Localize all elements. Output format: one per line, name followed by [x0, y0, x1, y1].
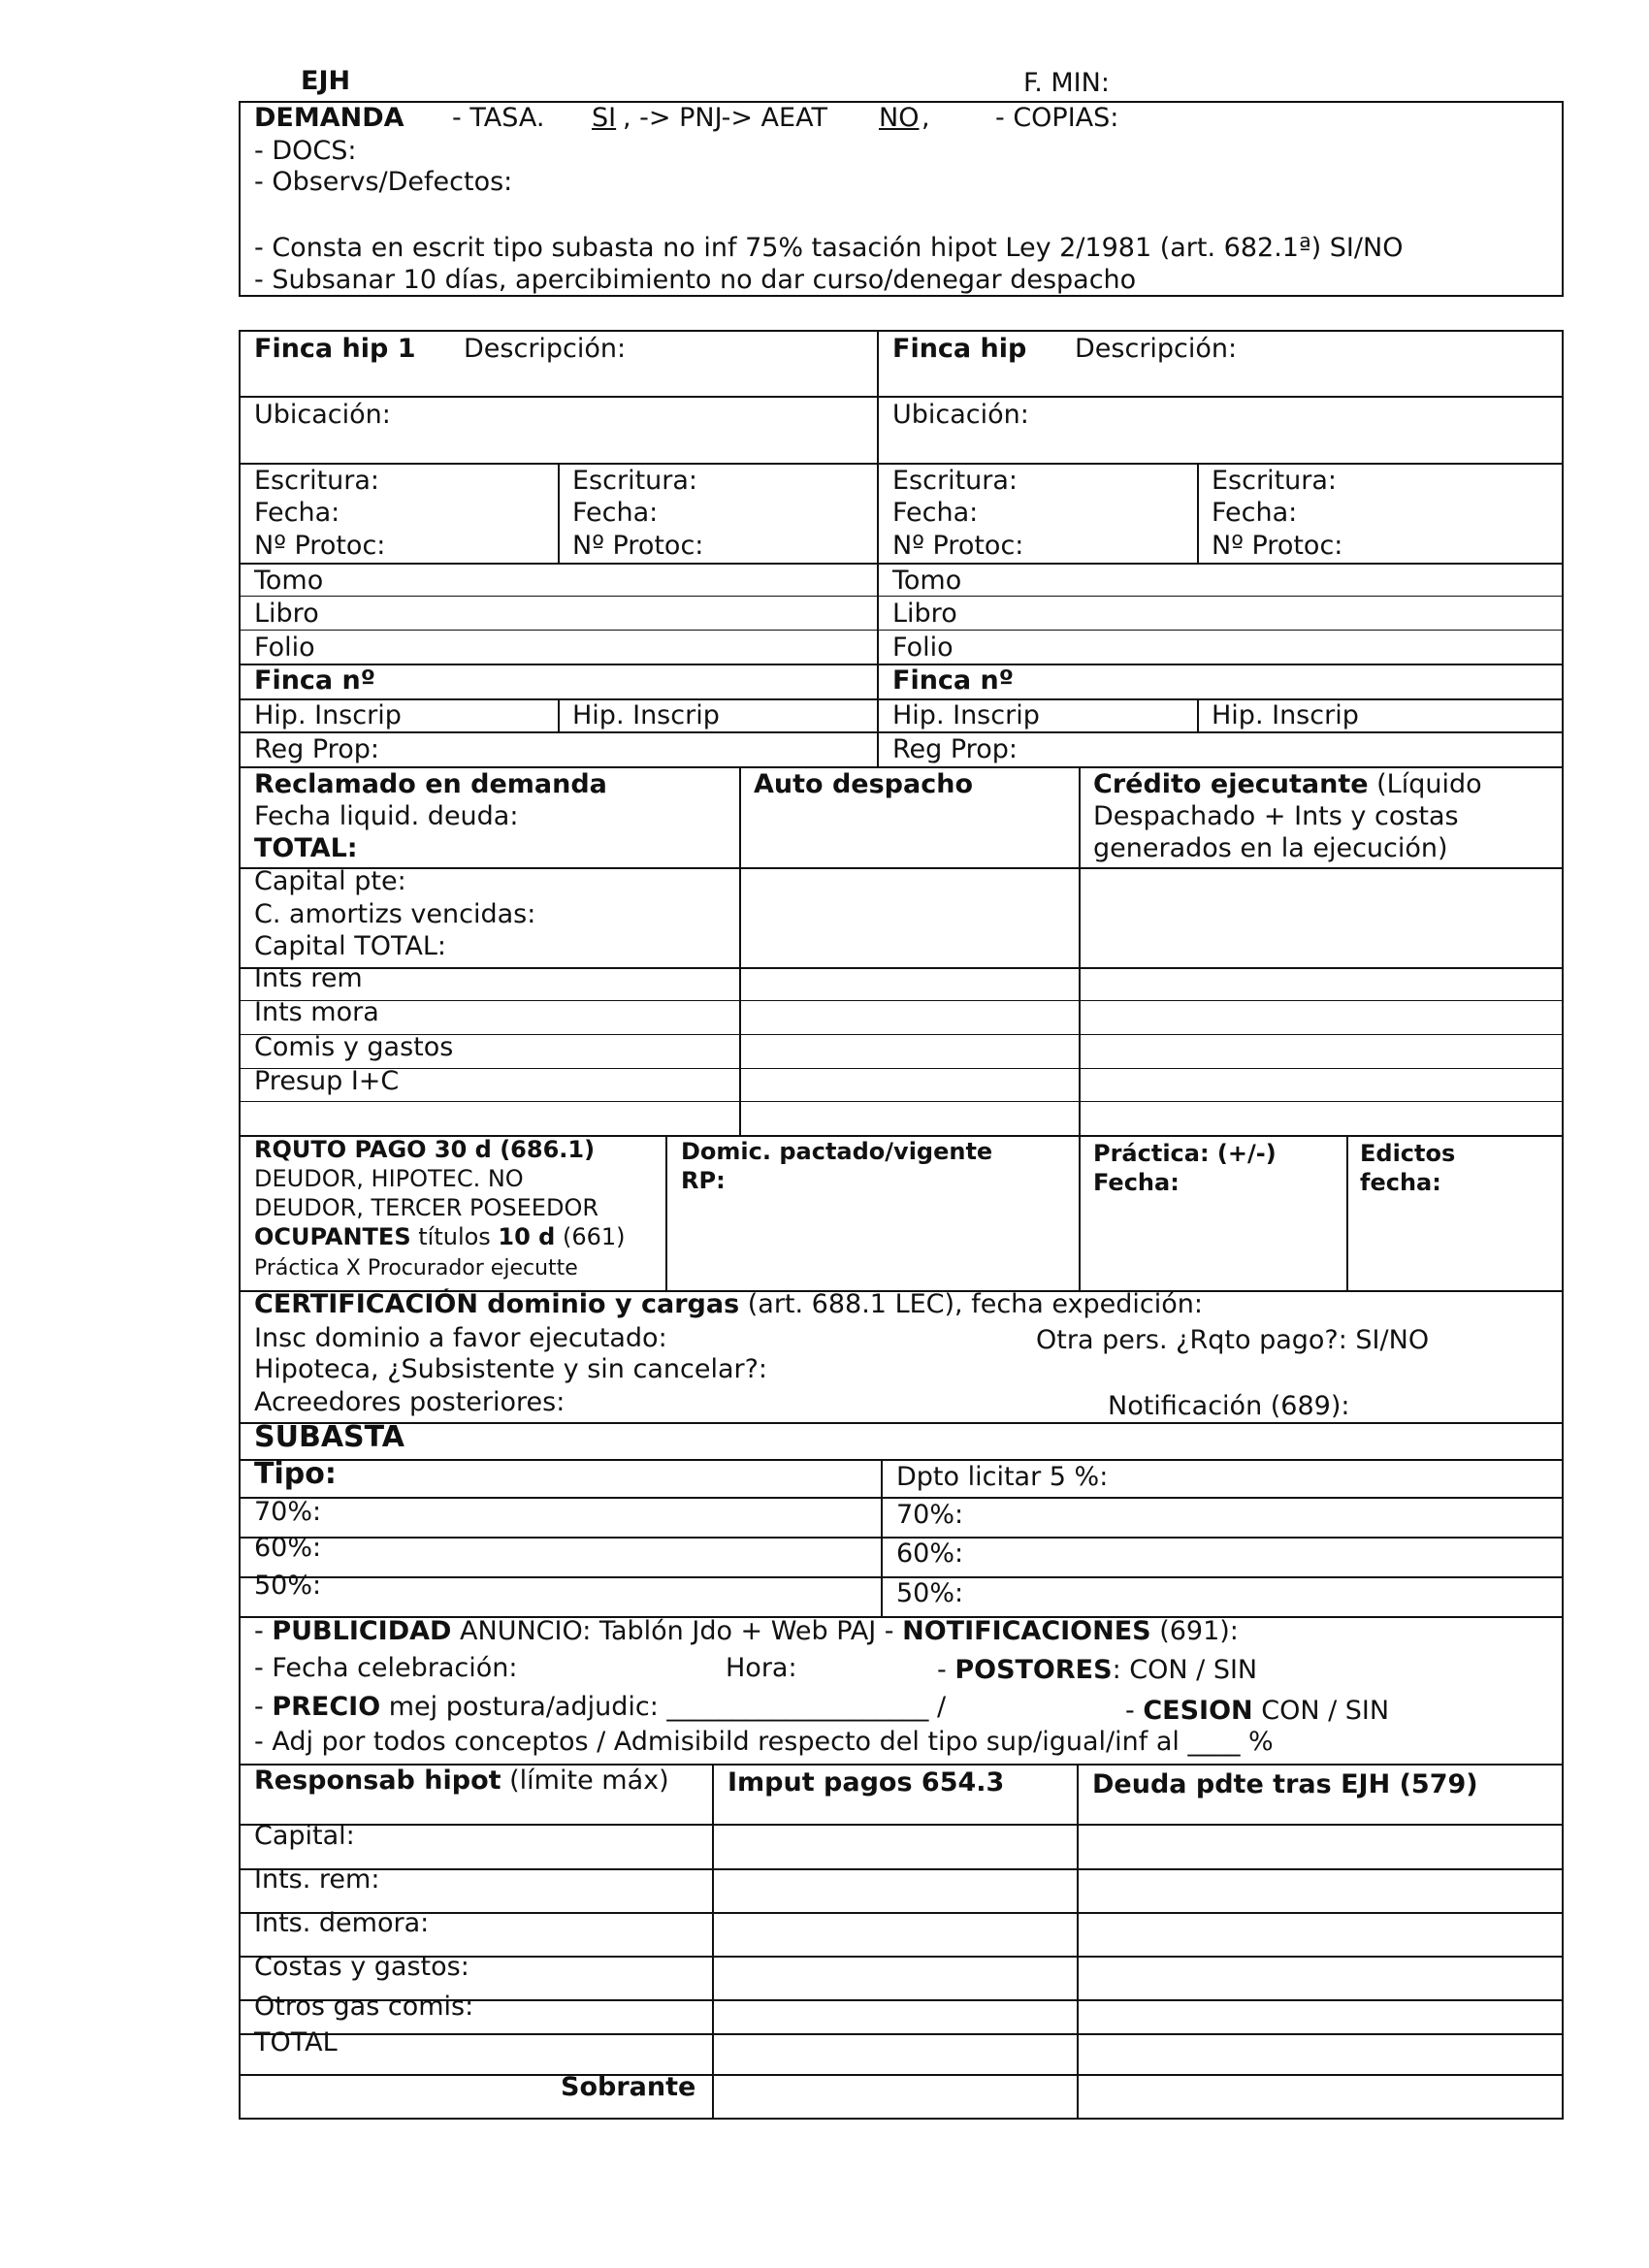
- credito-ejecutante-tail: (Líquido: [1368, 769, 1482, 799]
- hipoteca-subsistente: Hipoteca, ¿Subsistente y sin cancelar?:: [254, 1354, 768, 1384]
- rquto-line3: DEUDOR, TERCER POSEEDOR: [254, 1194, 599, 1221]
- finca-escritura: Escritura:: [1212, 466, 1338, 496]
- credito-line3: generados en la ejecución): [1093, 833, 1448, 863]
- finca-right-descripcion: Descripción:: [1075, 334, 1238, 364]
- dpto-50: 50%:: [896, 1578, 964, 1608]
- demanda-title: DEMANDA: [254, 103, 404, 133]
- rule: [239, 1497, 1564, 1499]
- reclamado-total: TOTAL:: [254, 833, 358, 863]
- credito-ejecutante-bold: Crédito ejecutante: [1093, 769, 1369, 799]
- demanda-tasa-si: SI: [592, 103, 617, 133]
- cesion-dash: -: [1125, 1696, 1144, 1726]
- postores-line: [937, 1655, 1257, 1686]
- finca-escritura: Escritura:: [892, 466, 1018, 496]
- rule: [239, 2033, 1564, 2035]
- rule: [665, 1135, 667, 1290]
- resp-total: TOTAL: [254, 2027, 338, 2057]
- finca-reg-prop: Reg Prop:: [892, 734, 1018, 764]
- finca-protoc: Nº Protoc:: [572, 531, 704, 561]
- precio-tail: mej postura/adjudic: ____________________ /: [380, 1692, 947, 1722]
- finca-fecha: Fecha:: [572, 498, 659, 528]
- certificacion-tail: (art. 688.1 LEC), fecha expedición:: [739, 1289, 1203, 1319]
- demanda-tasa-no-tail: ,: [922, 103, 930, 133]
- rule: [239, 1459, 1564, 1461]
- presup-ic: Presup I+C: [254, 1066, 400, 1096]
- cesion-line: [1125, 1696, 1389, 1727]
- resp-ints-rem: Ints. rem:: [254, 1864, 380, 1895]
- rule: [239, 867, 1564, 869]
- finca-protoc: Nº Protoc:: [1212, 531, 1343, 561]
- certificacion-title: CERTIFICACIÓN dominio y cargas: [254, 1289, 740, 1319]
- notificaciones-bold: NOTIFICACIONES: [902, 1616, 1151, 1646]
- header-code: EJH: [301, 66, 351, 96]
- dpto-60: 60%:: [896, 1539, 964, 1569]
- finca-reg-prop: Reg Prop:: [254, 734, 379, 764]
- finca-escritura: Escritura:: [254, 466, 380, 496]
- rule: [1197, 463, 1199, 563]
- finca-libro: Libro: [892, 599, 957, 629]
- rule: [239, 1868, 1564, 1870]
- credito-ejecutante-title: [1093, 769, 1482, 800]
- ints-mora: Ints mora: [254, 997, 379, 1027]
- demanda-subsanar: - Subsanar 10 días, apercibimiento no dar curso/denegar despacho: [254, 265, 1137, 295]
- sobrante: Sobrante: [561, 2072, 696, 2102]
- publicidad-bold: PUBLICIDAD: [272, 1616, 452, 1646]
- adj-todos-conceptos: - Adj por todos conceptos / Admisibild respecto del tipo sup/igual/inf al ____ %: [254, 1727, 1274, 1757]
- rule: [239, 967, 1564, 969]
- responsab-tail: (límite máx): [501, 1766, 669, 1796]
- precio-dash: -: [254, 1692, 273, 1722]
- finca-fecha: Fecha:: [1212, 498, 1298, 528]
- rule: [239, 630, 1564, 631]
- finca-hip-inscrip: Hip. Inscrip: [254, 700, 402, 730]
- ocupantes-mid: títulos: [410, 1223, 499, 1250]
- rule: [1197, 698, 1199, 731]
- demanda-tasa: - TASA.: [452, 103, 545, 133]
- rule: [239, 1000, 1564, 1001]
- finca-left-ubicacion: Ubicación:: [254, 400, 391, 430]
- demanda-consta: - Consta en escrit tipo subasta no inf 75% tasación hipot Ley 2/1981 (art. 682.1ª) SI/NO: [254, 233, 1404, 263]
- demanda-tasa-arrow: , -> PNJ-> AEAT: [623, 103, 827, 133]
- tipo-70: 70%:: [254, 1497, 322, 1527]
- finca-right-title: Finca hip: [892, 334, 1027, 364]
- reclamado-title: Reclamado en demanda: [254, 769, 607, 799]
- rule: [558, 698, 560, 731]
- finca-libro: Libro: [254, 599, 319, 629]
- tipo-60: 60%:: [254, 1533, 322, 1563]
- rule: [558, 463, 560, 563]
- demanda-tasa-no: NO: [879, 103, 920, 133]
- finca-tomo: Tomo: [254, 566, 324, 596]
- subasta-title: SUBASTA: [254, 1420, 405, 1454]
- certificacion-line: [254, 1289, 1203, 1320]
- rule: [239, 766, 1564, 768]
- responsab-line: [254, 1766, 669, 1797]
- ocupantes-plazo: 10 d: [498, 1223, 556, 1250]
- tipo-50: 50%:: [254, 1571, 322, 1601]
- finca-folio: Folio: [892, 632, 954, 663]
- ints-rem: Ints rem: [254, 963, 363, 993]
- rule: [239, 1068, 1564, 1069]
- resp-capital: Capital:: [254, 1821, 355, 1851]
- responsab-title: Responsab hipot: [254, 1766, 501, 1796]
- practica-procurador: Práctica X Procurador ejecutte: [254, 1256, 578, 1280]
- rule: [1079, 766, 1081, 1135]
- finca-numero: Finca nº: [254, 665, 375, 696]
- finca-protoc: Nº Protoc:: [254, 531, 386, 561]
- ocupantes-tail: (661): [555, 1223, 626, 1250]
- comis-gastos: Comis y gastos: [254, 1032, 454, 1062]
- hora: Hora:: [726, 1653, 797, 1683]
- domicilio-title: Domic. pactado/vigente: [681, 1138, 993, 1165]
- otra-persona: Otra pers. ¿Rqto pago?: SI/NO: [1036, 1325, 1430, 1355]
- acreedores-posteriores: Acreedores posteriores:: [254, 1387, 566, 1417]
- rule: [239, 1824, 1564, 1826]
- rule: [739, 766, 741, 1135]
- dpto-70: 70%:: [896, 1500, 964, 1530]
- postores-tail: : CON / SIN: [1112, 1655, 1258, 1685]
- practica-title: Práctica: (+/-): [1093, 1140, 1277, 1167]
- rule: [239, 1101, 1564, 1102]
- finca-hip-inscrip: Hip. Inscrip: [892, 700, 1040, 730]
- publicidad-line: [254, 1616, 1239, 1647]
- edictos-fecha: fecha:: [1360, 1169, 1441, 1196]
- subasta-tipo: Tipo:: [254, 1457, 337, 1491]
- finca-fecha: Fecha:: [254, 498, 340, 528]
- finca-hip-inscrip: Hip. Inscrip: [1212, 700, 1359, 730]
- notificacion-689: Notificación (689):: [1108, 1391, 1350, 1421]
- notificaciones-tail: (691):: [1150, 1616, 1239, 1646]
- capital-total: Capital TOTAL:: [254, 931, 447, 961]
- rquto-line2: DEUDOR, HIPOTEC. NO: [254, 1165, 524, 1192]
- rule: [1346, 1135, 1348, 1290]
- rule: [1079, 1135, 1081, 1290]
- cesion-tail: CON / SIN: [1252, 1696, 1390, 1726]
- rule: [239, 731, 1564, 733]
- rule: [712, 1764, 714, 2120]
- rule: [239, 1912, 1564, 1914]
- amortizs-vencidas: C. amortizs vencidas:: [254, 899, 536, 929]
- practica-fecha: Fecha:: [1093, 1169, 1180, 1196]
- auto-despacho-title: Auto despacho: [754, 769, 974, 799]
- finca-hip-inscrip: Hip. Inscrip: [572, 700, 720, 730]
- resp-otros: Otros gas comis:: [254, 1992, 474, 2022]
- resp-ints-demora: Ints. demora:: [254, 1908, 430, 1938]
- demanda-copias: - COPIAS:: [995, 103, 1119, 133]
- publicidad-dash: -: [254, 1616, 273, 1646]
- capital-pte: Capital pte:: [254, 866, 406, 896]
- ocupantes-bold: OCUPANTES: [254, 1223, 411, 1250]
- imput-pagos: Imput pagos 654.3: [728, 1767, 1005, 1798]
- dpto-licitar: Dpto licitar 5 %:: [896, 1462, 1109, 1492]
- rule: [239, 396, 1564, 398]
- credito-line2: Despachado + Ints y costas: [1093, 801, 1459, 831]
- demanda-docs: - DOCS:: [254, 136, 357, 166]
- reclamado-fecha-liquid: Fecha liquid. deuda:: [254, 801, 519, 831]
- rule: [239, 563, 1564, 565]
- cesion-bold: CESION: [1143, 1696, 1253, 1726]
- edictos-title: Edictos: [1360, 1140, 1456, 1167]
- header-fecha-min: F. MIN:: [1023, 68, 1110, 98]
- rule: [239, 1422, 1564, 1424]
- rule: [1077, 1764, 1079, 2120]
- precio-line: [254, 1692, 946, 1723]
- finca-fecha: Fecha:: [892, 498, 979, 528]
- rule: [239, 2074, 1564, 2076]
- postores-dash: -: [937, 1655, 955, 1685]
- rule: [239, 463, 1564, 465]
- ocupantes-line: [254, 1222, 626, 1251]
- resp-costas: Costas y gastos:: [254, 1952, 469, 1982]
- finca-escritura: Escritura:: [572, 466, 698, 496]
- finca-tomo: Tomo: [892, 566, 962, 596]
- demanda-observs: - Observs/Defectos:: [254, 167, 513, 197]
- precio-bold: PRECIO: [272, 1692, 381, 1722]
- finca-left-descripcion: Descripción:: [464, 334, 627, 364]
- publicidad-mid: ANUNCIO: Tablón Jdo + Web PAJ -: [451, 1616, 903, 1646]
- rquto-pago-title: RQUTO PAGO 30 d (686.1): [254, 1136, 596, 1163]
- domicilio-rp: RP:: [681, 1167, 726, 1194]
- insc-dominio: Insc dominio a favor ejecutado:: [254, 1323, 667, 1353]
- finca-numero: Finca nº: [892, 665, 1014, 696]
- finca-protoc: Nº Protoc:: [892, 531, 1024, 561]
- finca-left-title: Finca hip 1: [254, 334, 416, 364]
- deuda-pdte: Deuda pdte tras EJH (579): [1092, 1769, 1478, 1799]
- postores-bold: POSTORES: [954, 1655, 1113, 1685]
- fecha-celebracion: - Fecha celebración:: [254, 1653, 518, 1683]
- finca-right-ubicacion: Ubicación:: [892, 400, 1029, 430]
- finca-folio: Folio: [254, 632, 315, 663]
